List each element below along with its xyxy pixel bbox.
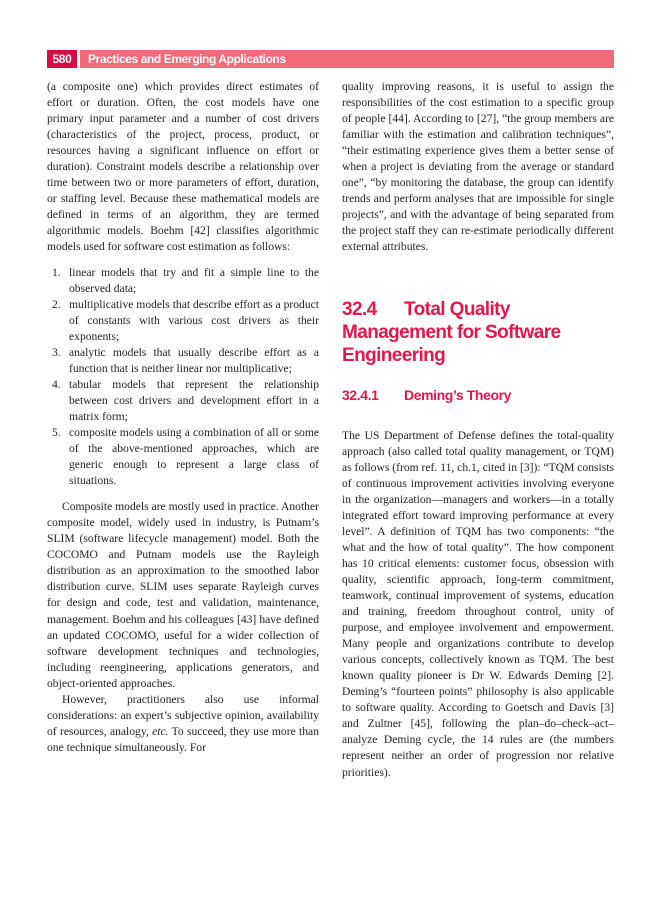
paragraph-cost-models: (a composite one) which provides direct estimates of effort or duration. Often, the cost models have one primary input parameter and a number of cost drivers (characteristics of the project, process, product, or resources having a significant influence on effort or duration). Constraint models describe a relationship over time between two or more parameters of effort, duration, or staffing level. Because these mathematical models are defined in terms of an algorithm, they are termed algorithmic models. Boehm [42] classifies algorithmic models used for software cost estimation as follows: [47, 80, 319, 254]
list-item-text: multiplicative models that describe effort as a product of constants with various cost drivers as their exponents; [69, 297, 319, 343]
list-item-number: 3. [52, 345, 61, 359]
section-title: Total Quality Management for Software Engineering [342, 298, 561, 366]
section-number: 32.4 [342, 298, 377, 320]
section-heading [342, 298, 614, 367]
italic-text: etc. [152, 724, 169, 738]
list-item [47, 297, 319, 345]
subsection-number: 32.4.1 [342, 386, 379, 403]
list-item-number: 4. [52, 377, 61, 391]
paragraph-informal-considerations [47, 692, 319, 756]
list-item-text: analytic models that usually describe effort as a function that is neither linear nor multiplicative; [69, 345, 319, 375]
paragraph-composite-models: Composite models are mostly used in practice. Another composite model, widely used in industry, is Putnam’s SLIM (software lifecycle management) model. Both the COCOMO and Putnam models use the Rayleigh distribution as an approximation to the smoothed labor distribution curve. SLIM uses separate Rayleigh curves for design and code, test and validation, maintenance, management. Boehm and his colleagues [43] have defined an updated COCOMO, useful for a wider collection of software development techniques and technologies, including reengineering, applications generators, and object-oriented approaches. [47, 500, 319, 690]
page-number: 580 [47, 50, 77, 68]
text-run: However, practitioners also use informal considerations: an expert’s subjective opinion, availability of resources, analogy, [47, 692, 319, 738]
list-item-text: tabular models that represent the relationship between cost drivers and development effort in a matrix form; [69, 377, 319, 423]
list-item [47, 425, 319, 489]
paragraph-tqm-definition: The US Department of Defense defines the total-quality approach (also called total quality management, or TQM) as follows (from ref. 11, ch.1, cited in [3]): “TQM consists of continuous improvement activities involving everyone in the organization—managers and workers—in a totally integrated effort toward improving performance at every level”. A definition of TQM has two components: “the what and the how of total quality”. The how component has 10 critical elements: customer focus, obsession with quality, scientific approach, long-term commitment, teamwork, continual improvement of systems, education and training, freedom throughout control, unity of purpose, and employee involvement and empowerment. Many people and organizations contribute to develop various concepts, collectively known as TQM. The best known quality pioneer is Dr W. Edwards Deming [2]. Deming’s “fourteen points” philosophy is also applicable to software quality. According to Goetsch and Davis [3] and Zultner [45], following the plan–do–check–act–analyze Deming cycle, the 14 rules are (the numbers represent neither an order of progression nor relative priorities). [342, 428, 614, 779]
list-item [47, 377, 319, 425]
list-item-number: 1. [52, 265, 61, 279]
text-run: To succeed, they use more than one technique simultaneously. For [47, 724, 319, 754]
algorithmic-models-list [47, 265, 319, 490]
running-head [47, 50, 614, 68]
left-column [47, 79, 319, 756]
list-item-number: 2. [52, 297, 61, 311]
running-head-title: Practices and Emerging Applications [80, 50, 614, 68]
list-item-text: linear models that try and fit a simple line to the observed data; [69, 265, 319, 295]
list-item-number: 5. [52, 425, 61, 439]
list-item [47, 345, 319, 377]
list-item [47, 265, 319, 297]
subsection-title: Deming’s Theory [404, 386, 512, 403]
subsection-heading [342, 386, 614, 404]
paragraph-quality-group: quality improving reasons, it is useful to assign the responsibilities of the cost estimation to a specific group of people [44]. According to [27], “the group members are familiar with the estimation and calibration techniques”, “their estimating experience gives them a better sense of when a project is deviating from the average or standard one”, “by monitoring the database, the group can identify trends and perform analyses that are impossible for single projects”, and with the advantage of being separated from the project staff they can re-estimate periodically different external attributes. [342, 80, 614, 254]
list-item-text: composite models using a combination of all or some of the above-mentioned approaches, which are generic enough to represent a large class of situations. [69, 425, 319, 488]
right-column [342, 79, 614, 781]
